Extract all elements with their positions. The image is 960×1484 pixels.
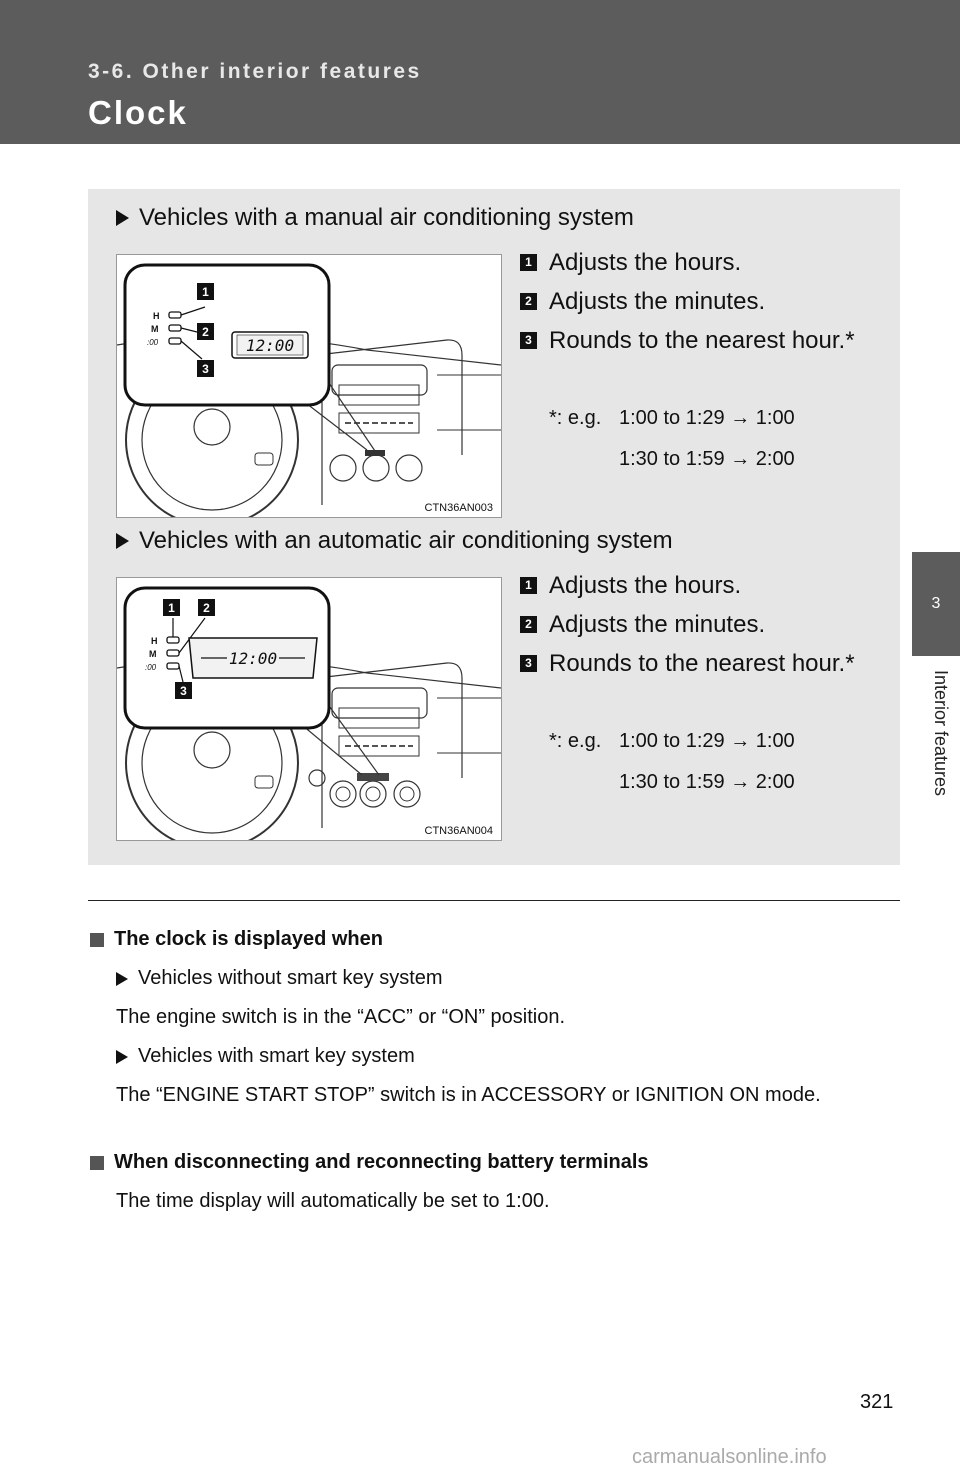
text-smart-key: The “ENGINE START STOP” switch is in ACCESSORY or IGNITION ON mode. — [116, 1084, 821, 1106]
footnote-lead: *: e.g. — [549, 730, 602, 752]
manual-ac-heading — [116, 204, 634, 232]
manual-ac-items — [520, 246, 866, 363]
page-number: 321 — [860, 1391, 894, 1413]
footnote-line: 1:00 to 1:29 → 1:00 — [619, 407, 795, 429]
triangle-bullet-icon — [116, 1050, 128, 1064]
list-item: 3 Rounds to the nearest hour.* — [520, 647, 866, 680]
number-badge: 3 — [520, 655, 537, 672]
manual-ac-heading-text: Vehicles with a manual air conditioning system — [139, 204, 634, 231]
watermark: carmanualsonline.info — [632, 1446, 827, 1468]
square-bullet-icon — [90, 1156, 104, 1170]
minute-button-label: M — [151, 324, 159, 334]
svg-text:3: 3 — [202, 362, 209, 376]
hour-button-label: H — [151, 636, 158, 646]
svg-text:2: 2 — [203, 601, 210, 615]
manual-ac-figure — [116, 254, 502, 518]
chapter-number: 3 — [931, 595, 941, 612]
display-condition-title: The clock is displayed when — [88, 928, 890, 951]
round-button-label: :00 — [145, 663, 157, 672]
auto-ac-dashboard-illustration — [117, 578, 501, 840]
triangle-bullet-icon — [116, 533, 129, 549]
svg-text:1: 1 — [202, 285, 209, 299]
hour-button-label: H — [153, 311, 160, 321]
square-bullet-icon — [90, 933, 104, 947]
footnote-line: 1:30 to 1:59 → 2:00 — [619, 771, 795, 793]
battery-text: The time display will automatically be set to 1:00. — [116, 1190, 550, 1212]
svg-text:2: 2 — [202, 325, 209, 339]
chapter-label: Interior features — [931, 670, 951, 797]
bullet-smart-key: Vehicles with smart key system — [88, 1045, 890, 1068]
list-item: 2 Adjusts the minutes. — [520, 285, 866, 318]
svg-text:3: 3 — [180, 684, 187, 698]
auto-ac-heading — [116, 527, 673, 555]
text-no-smart-key: The engine switch is in the “ACC” or “ON” position. — [116, 1006, 566, 1028]
triangle-bullet-icon — [116, 210, 129, 226]
manual-ac-footnote — [549, 398, 795, 480]
section-label: 3-6. Other interior features — [88, 60, 422, 83]
auto-ac-figure — [116, 577, 502, 841]
number-badge: 2 — [520, 616, 537, 633]
page-title: Clock — [88, 94, 188, 131]
list-item: 1 Adjusts the hours. — [520, 569, 866, 602]
clock-display: 12:00 — [245, 336, 295, 355]
clock-display: 12:00 — [228, 649, 278, 668]
auto-ac-heading-text: Vehicles with an automatic air conditioning system — [139, 527, 673, 554]
number-badge: 1 — [520, 577, 537, 594]
number-badge: 3 — [520, 332, 537, 349]
page-header — [0, 0, 960, 144]
figure-code: CTN36AN004 — [424, 825, 493, 837]
minute-button-label: M — [149, 649, 157, 659]
number-badge: 1 — [520, 254, 537, 271]
number-badge: 2 — [520, 293, 537, 310]
chapter-tab[interactable] — [912, 552, 960, 656]
triangle-bullet-icon — [116, 972, 128, 986]
list-item: 3 Rounds to the nearest hour.* — [520, 324, 866, 357]
battery-title: When disconnecting and reconnecting battery terminals — [88, 1151, 890, 1174]
auto-ac-items — [520, 569, 866, 686]
bullet-no-smart-key: Vehicles without smart key system — [88, 967, 890, 990]
section-divider — [88, 900, 900, 901]
svg-text:1: 1 — [168, 601, 175, 615]
list-item: 1 Adjusts the hours. — [520, 246, 866, 279]
footnote-line: 1:30 to 1:59 → 2:00 — [619, 448, 795, 470]
footnote-lead: *: e.g. — [549, 407, 602, 429]
list-item: 2 Adjusts the minutes. — [520, 608, 866, 641]
figure-code: CTN36AN003 — [424, 502, 493, 514]
footnote-line: 1:00 to 1:29 → 1:00 — [619, 730, 795, 752]
round-button-label: :00 — [147, 338, 159, 347]
manual-ac-dashboard-illustration — [117, 255, 501, 517]
auto-ac-footnote — [549, 721, 795, 803]
